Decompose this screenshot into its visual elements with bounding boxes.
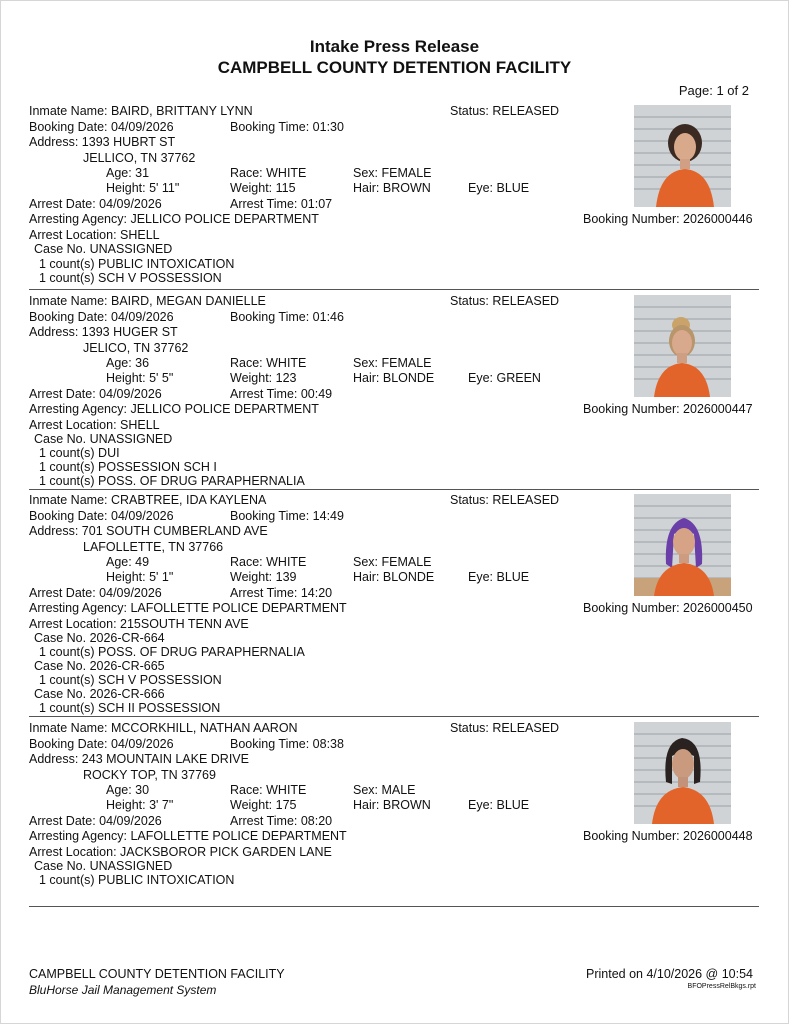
eye: Eye: BLUE xyxy=(468,798,530,812)
hair: Hair: BLONDE xyxy=(353,570,435,584)
inmate-name: Inmate Name: BAIRD, BRITTANY LYNN xyxy=(29,104,253,118)
race: Race: WHITE xyxy=(230,783,307,797)
charge-line: 1 count(s) SCH V POSSESSION xyxy=(39,271,222,285)
release-status: Status: RELEASED xyxy=(450,493,560,507)
address-line2: JELICO, TN 37762 xyxy=(83,341,189,355)
mugshot-photo xyxy=(634,105,731,207)
charge-line: 1 count(s) POSSESSION SCH I xyxy=(39,460,217,474)
booking-time: Booking Time: 01:30 xyxy=(230,120,344,134)
charge-line: 1 count(s) SCH V POSSESSION xyxy=(39,673,222,687)
case-number: Case No. 2026-CR-665 xyxy=(34,659,165,673)
sex: Sex: MALE xyxy=(353,783,416,797)
hair: Hair: BROWN xyxy=(353,181,431,195)
facility-title: CAMPBELL COUNTY DETENTION FACILITY xyxy=(217,58,572,77)
eye: Eye: BLUE xyxy=(468,181,530,195)
arrest-location: Arrest Location: SHELL xyxy=(29,418,160,432)
arrest-date: Arrest Date: 04/09/2026 xyxy=(29,197,162,211)
arrest-time: Arrest Time: 14:20 xyxy=(230,586,333,600)
booking-time: Booking Time: 14:49 xyxy=(230,509,344,523)
arresting-agency: Arresting Agency: LAFOLLETTE POLICE DEPARTMENT xyxy=(29,601,347,615)
record-divider xyxy=(29,716,759,717)
inmate-name: Inmate Name: BAIRD, MEGAN DANIELLE xyxy=(29,294,266,308)
age: Age: 31 xyxy=(106,166,150,180)
hair: Hair: BLONDE xyxy=(353,371,435,385)
arrest-location: Arrest Location: JACKSBOROR PICK GARDEN LANE xyxy=(29,845,332,859)
arrest-time: Arrest Time: 00:49 xyxy=(230,387,333,401)
weight: Weight: 115 xyxy=(230,181,296,195)
arrest-time: Arrest Time: 08:20 xyxy=(230,814,333,828)
inmate-name: Inmate Name: CRABTREE, IDA KAYLENA xyxy=(29,493,267,507)
race: Race: WHITE xyxy=(230,166,307,180)
arrest-date: Arrest Date: 04/09/2026 xyxy=(29,387,162,401)
address-line1: Address: 701 SOUTH CUMBERLAND AVE xyxy=(29,524,268,538)
sex: Sex: FEMALE xyxy=(353,555,432,569)
arrest-time: Arrest Time: 01:07 xyxy=(230,197,333,211)
charge-line: Case No. UNASSIGNED xyxy=(34,859,173,873)
booking-number: Booking Number: 2026000450 xyxy=(583,601,753,615)
eye: Eye: BLUE xyxy=(468,570,530,584)
address-line2: ROCKY TOP, TN 37769 xyxy=(83,768,216,782)
release-status: Status: RELEASED xyxy=(450,294,560,308)
race: Race: WHITE xyxy=(230,356,307,370)
arrest-date: Arrest Date: 04/09/2026 xyxy=(29,814,162,828)
charge-line: 1 count(s) SCH II POSSESSION xyxy=(39,701,221,715)
age: Age: 36 xyxy=(106,356,150,370)
charge-line: Case No. UNASSIGNED xyxy=(34,242,173,256)
arrest-date: Arrest Date: 04/09/2026 xyxy=(29,586,162,600)
charge-line: 1 count(s) DUI xyxy=(39,446,120,460)
record-divider xyxy=(29,289,759,290)
arrest-location: Arrest Location: SHELL xyxy=(29,228,160,242)
record-divider xyxy=(29,906,759,907)
height: Height: 5' 5" xyxy=(106,371,174,385)
release-status: Status: RELEASED xyxy=(450,104,560,118)
sex: Sex: FEMALE xyxy=(353,166,432,180)
weight: Weight: 123 xyxy=(230,371,297,385)
booking-date: Booking Date: 04/09/2026 xyxy=(29,737,174,751)
charge-line: 1 count(s) POSS. OF DRUG PARAPHERNALIA xyxy=(39,474,305,488)
booking-number: Booking Number: 2026000446 xyxy=(583,212,753,226)
address-line1: Address: 1393 HUBRT ST xyxy=(29,135,176,149)
address-line2: JELLICO, TN 37762 xyxy=(83,151,196,165)
report-file-id: BFOPressRelBkgs.rpt xyxy=(687,983,756,990)
mugshot-photo xyxy=(634,295,731,397)
arresting-agency: Arresting Agency: JELLICO POLICE DEPARTMENT xyxy=(29,212,319,226)
height: Height: 5' 11" xyxy=(106,181,180,195)
booking-number: Booking Number: 2026000448 xyxy=(583,829,753,843)
inmate-name: Inmate Name: MCCORKHILL, NATHAN AARON xyxy=(29,721,298,735)
booking-number: Booking Number: 2026000447 xyxy=(583,402,753,416)
footer-facility: CAMPBELL COUNTY DETENTION FACILITY xyxy=(29,967,285,981)
hair: Hair: BROWN xyxy=(353,798,431,812)
case-number: Case No. 2026-CR-664 xyxy=(34,631,165,645)
arresting-agency: Arresting Agency: JELLICO POLICE DEPARTMENT xyxy=(29,402,319,416)
height: Height: 5' 1" xyxy=(106,570,174,584)
booking-time: Booking Time: 01:46 xyxy=(230,310,344,324)
eye: Eye: GREEN xyxy=(468,371,541,385)
release-status: Status: RELEASED xyxy=(450,721,560,735)
sex: Sex: FEMALE xyxy=(353,356,432,370)
booking-date: Booking Date: 04/09/2026 xyxy=(29,310,174,324)
printed-timestamp: Printed on 4/10/2026 @ 10:54 xyxy=(586,967,753,981)
age: Age: 49 xyxy=(106,555,150,569)
weight: Weight: 139 xyxy=(230,570,297,584)
booking-date: Booking Date: 04/09/2026 xyxy=(29,509,174,523)
booking-time: Booking Time: 08:38 xyxy=(230,737,344,751)
charge-line: 1 count(s) PUBLIC INTOXICATION xyxy=(39,873,235,887)
address-line1: Address: 1393 HUGER ST xyxy=(29,325,178,339)
address-line2: LAFOLLETTE, TN 37766 xyxy=(83,540,224,554)
weight: Weight: 175 xyxy=(230,798,297,812)
address-line1: Address: 243 MOUNTAIN LAKE DRIVE xyxy=(29,752,249,766)
booking-date: Booking Date: 04/09/2026 xyxy=(29,120,174,134)
arresting-agency: Arresting Agency: LAFOLLETTE POLICE DEPARTMENT xyxy=(29,829,347,843)
race: Race: WHITE xyxy=(230,555,307,569)
charge-line: 1 count(s) PUBLIC INTOXICATION xyxy=(39,257,235,271)
mugshot-photo xyxy=(634,722,731,824)
charge-line: Case No. UNASSIGNED xyxy=(34,432,173,446)
charge-line: 1 count(s) POSS. OF DRUG PARAPHERNALIA xyxy=(39,645,305,659)
arrest-location: Arrest Location: 215SOUTH TENN AVE xyxy=(29,617,249,631)
report-title: Intake Press Release xyxy=(309,37,480,56)
mugshot-photo xyxy=(634,494,731,596)
footer-system: BluHorse Jail Management System xyxy=(29,983,217,997)
case-number: Case No. 2026-CR-666 xyxy=(34,687,165,701)
age: Age: 30 xyxy=(106,783,150,797)
record-divider xyxy=(29,489,759,490)
page-number: Page: 1 of 2 xyxy=(678,83,749,98)
height: Height: 3' 7" xyxy=(106,798,174,812)
